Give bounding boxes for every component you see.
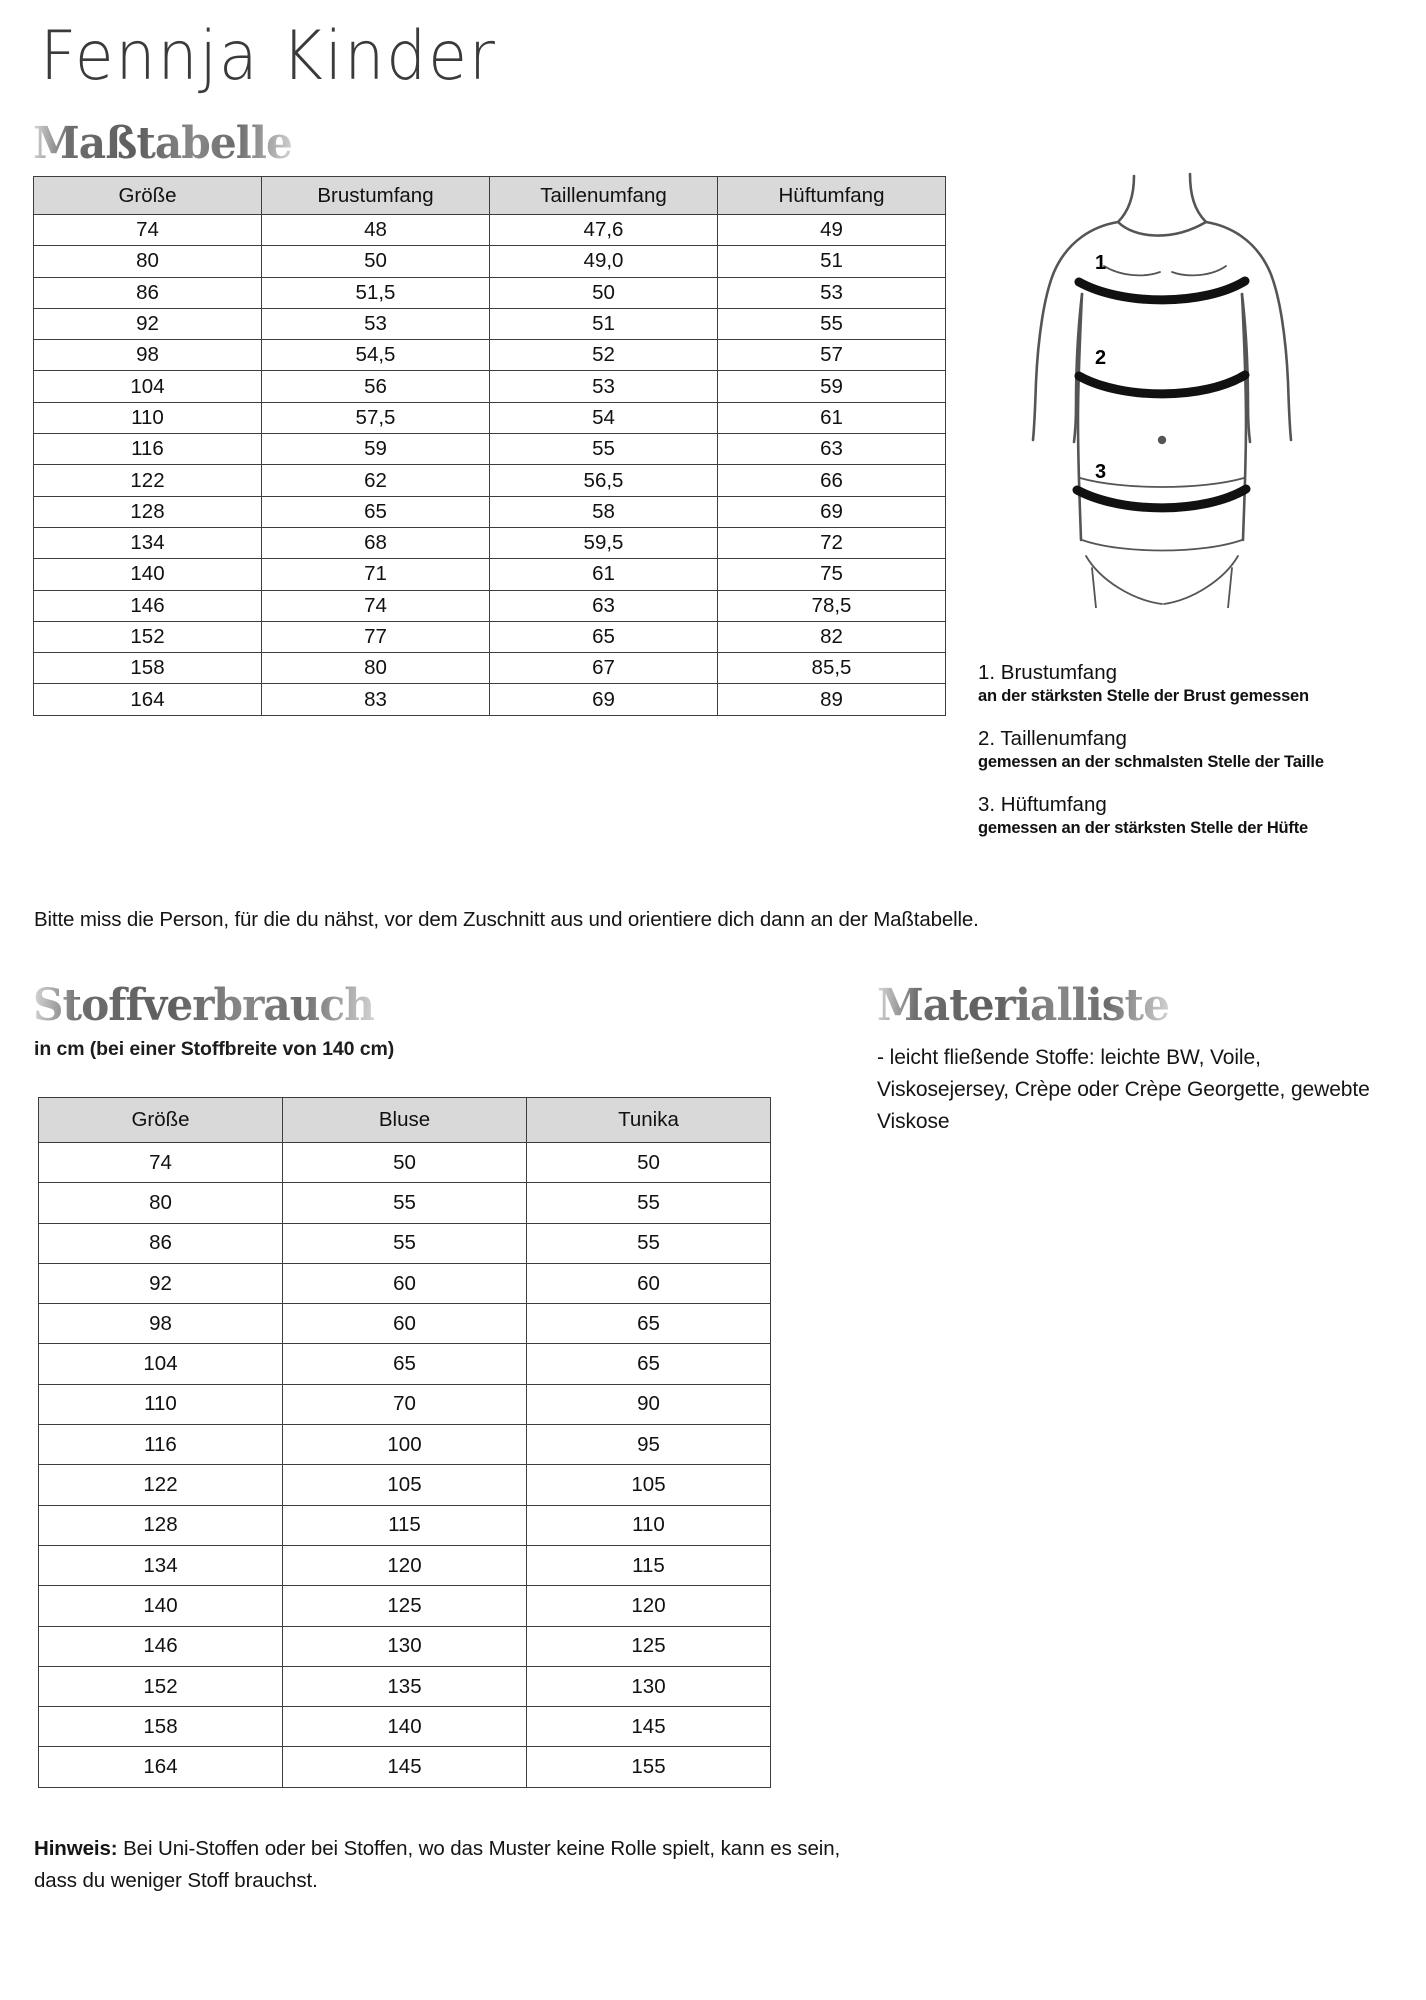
legend-title-3: 3. Hüftumfang	[978, 793, 1107, 817]
table-row	[39, 1666, 771, 1706]
cell-brustumfang: 74	[262, 590, 490, 621]
cell-taillenumfang: 58	[490, 496, 718, 527]
cell-brustumfang: 62	[262, 465, 490, 496]
cell-taillenumfang: 49,0	[490, 246, 718, 277]
hip-band	[1077, 489, 1246, 508]
brief-right	[1164, 556, 1238, 604]
cell-bluse: 135	[283, 1666, 527, 1706]
cell-tunika: 105	[527, 1465, 771, 1505]
cell-hueftumfang: 61	[718, 402, 946, 433]
brief-left	[1086, 556, 1162, 604]
navel-dot	[1158, 436, 1166, 444]
cell-hueftumfang: 75	[718, 559, 946, 590]
cell-bluse: 55	[283, 1183, 527, 1223]
cell-groesse: 140	[34, 559, 262, 590]
cell-bluse: 70	[283, 1384, 527, 1424]
legend-item-hueftumfang	[978, 792, 1398, 839]
cell-bluse: 65	[283, 1344, 527, 1384]
column-header-brustumfang: Brustumfang	[262, 177, 490, 215]
table-row	[39, 1143, 771, 1183]
table-row	[34, 277, 946, 308]
cell-brustumfang: 59	[262, 434, 490, 465]
cell-tunika: 60	[527, 1263, 771, 1303]
cell-hueftumfang: 89	[718, 684, 946, 715]
cell-hueftumfang: 82	[718, 621, 946, 652]
cell-hueftumfang: 55	[718, 308, 946, 339]
hinweis-note	[34, 1833, 874, 1897]
cell-bluse: 60	[283, 1304, 527, 1344]
legend-item-brustumfang	[978, 660, 1398, 707]
table-row	[39, 1747, 771, 1787]
column-header-bluse: Bluse	[283, 1098, 527, 1143]
hinweis-label: Hinweis:	[34, 1837, 118, 1860]
cell-groesse: 134	[39, 1545, 283, 1585]
table-row	[34, 434, 946, 465]
cell-bluse: 125	[283, 1586, 527, 1626]
table-row	[39, 1384, 771, 1424]
cell-tunika: 55	[527, 1183, 771, 1223]
cell-groesse: 92	[34, 308, 262, 339]
cell-brustumfang: 83	[262, 684, 490, 715]
cell-brustumfang: 53	[262, 308, 490, 339]
fabric-subtitle: in cm (bei einer Stoffbreite von 140 cm)	[34, 1038, 395, 1060]
table-row	[34, 590, 946, 621]
cell-groesse: 86	[34, 277, 262, 308]
cell-bluse: 115	[283, 1505, 527, 1545]
cell-hueftumfang: 63	[718, 434, 946, 465]
cell-tunika: 145	[527, 1707, 771, 1747]
cell-tunika: 110	[527, 1505, 771, 1545]
cell-tunika: 125	[527, 1626, 771, 1666]
cell-taillenumfang: 54	[490, 402, 718, 433]
cell-taillenumfang: 59,5	[490, 527, 718, 558]
hip-line	[1082, 540, 1242, 551]
cell-groesse: 86	[39, 1223, 283, 1263]
cell-groesse: 158	[39, 1707, 283, 1747]
cell-brustumfang: 54,5	[262, 340, 490, 371]
cell-groesse: 116	[39, 1425, 283, 1465]
cell-hueftumfang: 49	[718, 215, 946, 246]
table-row	[34, 402, 946, 433]
fabric-consumption-table	[38, 1097, 771, 1788]
cell-groesse: 98	[39, 1304, 283, 1344]
table-row	[34, 371, 946, 402]
cell-tunika: 65	[527, 1304, 771, 1344]
table-row	[34, 246, 946, 277]
band-label-1: 1	[1095, 252, 1107, 274]
column-header-hueftumfang: Hüftumfang	[718, 177, 946, 215]
cell-hueftumfang: 69	[718, 496, 946, 527]
leg-left	[1092, 568, 1096, 608]
cell-bluse: 130	[283, 1626, 527, 1666]
cell-taillenumfang: 69	[490, 684, 718, 715]
cell-hueftumfang: 72	[718, 527, 946, 558]
cell-hueftumfang: 57	[718, 340, 946, 371]
legend-desc-3: gemessen an der stärksten Stelle der Hüfte	[978, 818, 1308, 837]
cell-tunika: 55	[527, 1223, 771, 1263]
neck-left-line	[1118, 176, 1134, 222]
cell-hueftumfang: 59	[718, 371, 946, 402]
band-label-2: 2	[1095, 347, 1107, 369]
cell-hueftumfang: 78,5	[718, 590, 946, 621]
measurements-heading: Maßtabelle	[33, 118, 292, 169]
cell-hueftumfang: 53	[718, 277, 946, 308]
cell-groesse: 80	[39, 1183, 283, 1223]
cell-tunika: 95	[527, 1425, 771, 1465]
table-row	[39, 1223, 771, 1263]
table-row	[39, 1344, 771, 1384]
cell-taillenumfang: 51	[490, 308, 718, 339]
column-header-tunika: Tunika	[527, 1098, 771, 1143]
table-row	[34, 496, 946, 527]
table-row	[39, 1626, 771, 1666]
table-row	[34, 559, 946, 590]
table-row	[34, 621, 946, 652]
table-row	[39, 1263, 771, 1303]
table-row	[39, 1465, 771, 1505]
cell-taillenumfang: 65	[490, 621, 718, 652]
table-row	[34, 684, 946, 715]
cell-bluse: 105	[283, 1465, 527, 1505]
cell-taillenumfang: 61	[490, 559, 718, 590]
cell-hueftumfang: 51	[718, 246, 946, 277]
cell-groesse: 110	[34, 402, 262, 433]
cell-taillenumfang: 47,6	[490, 215, 718, 246]
cell-groesse: 152	[39, 1666, 283, 1706]
cell-brustumfang: 50	[262, 246, 490, 277]
cell-brustumfang: 51,5	[262, 277, 490, 308]
cell-groesse: 128	[39, 1505, 283, 1545]
materials-heading: Materialliste	[877, 980, 1170, 1031]
table-row	[34, 340, 946, 371]
cell-groesse: 104	[34, 371, 262, 402]
cell-groesse: 140	[39, 1586, 283, 1626]
chest-contour-right	[1172, 266, 1226, 275]
cell-bluse: 50	[283, 1143, 527, 1183]
cell-taillenumfang: 67	[490, 653, 718, 684]
cell-tunika: 90	[527, 1384, 771, 1424]
cell-brustumfang: 80	[262, 653, 490, 684]
cell-bluse: 145	[283, 1747, 527, 1787]
table-row	[39, 1707, 771, 1747]
table-row	[34, 308, 946, 339]
table-row	[34, 215, 946, 246]
measurement-legend	[978, 660, 1398, 839]
table-header-row	[39, 1098, 771, 1143]
table-row	[34, 465, 946, 496]
table-header-row	[34, 177, 946, 215]
cell-bluse: 100	[283, 1425, 527, 1465]
leg-right	[1228, 568, 1232, 608]
cell-bluse: 60	[283, 1263, 527, 1303]
table-row	[34, 527, 946, 558]
cell-bluse: 120	[283, 1545, 527, 1585]
cell-tunika: 120	[527, 1586, 771, 1626]
cell-tunika: 65	[527, 1344, 771, 1384]
table-row	[39, 1505, 771, 1545]
cell-taillenumfang: 55	[490, 434, 718, 465]
table-row	[39, 1545, 771, 1585]
cell-tunika: 115	[527, 1545, 771, 1585]
collar-curve	[1118, 222, 1206, 236]
torso-illustration-svg	[1022, 168, 1312, 608]
cell-groesse: 74	[39, 1143, 283, 1183]
cell-groesse: 164	[34, 684, 262, 715]
cell-taillenumfang: 50	[490, 277, 718, 308]
cell-hueftumfang: 66	[718, 465, 946, 496]
cell-groesse: 116	[34, 434, 262, 465]
cell-hueftumfang: 85,5	[718, 653, 946, 684]
body-measurement-diagram	[1022, 168, 1312, 608]
cell-groesse: 164	[39, 1747, 283, 1787]
measurements-table	[33, 176, 946, 716]
materials-text: - leicht fließende Stoffe: leichte BW, Voile, Viskosejersey, Crèpe oder Crèpe Georgette, gewebte Viskose	[877, 1046, 1370, 1133]
chest-contour-left	[1104, 266, 1160, 275]
chest-band	[1079, 281, 1245, 300]
cell-brustumfang: 77	[262, 621, 490, 652]
legend-title-2: 2. Taillenumfang	[978, 727, 1127, 751]
cell-groesse: 80	[34, 246, 262, 277]
cell-groesse: 146	[39, 1626, 283, 1666]
table-row	[39, 1425, 771, 1465]
cell-taillenumfang: 63	[490, 590, 718, 621]
cell-groesse: 122	[34, 465, 262, 496]
legend-desc-2: gemessen an der schmalsten Stelle der Taille	[978, 752, 1324, 771]
cell-groesse: 110	[39, 1384, 283, 1424]
cell-tunika: 155	[527, 1747, 771, 1787]
cell-groesse: 158	[34, 653, 262, 684]
cell-brustumfang: 65	[262, 496, 490, 527]
cell-brustumfang: 57,5	[262, 402, 490, 433]
cell-bluse: 140	[283, 1707, 527, 1747]
cell-groesse: 134	[34, 527, 262, 558]
cell-groesse: 92	[39, 1263, 283, 1303]
legend-item-taillenumfang	[978, 726, 1398, 773]
column-header-taillenumfang: Taillenumfang	[490, 177, 718, 215]
cell-taillenumfang: 56,5	[490, 465, 718, 496]
cell-taillenumfang: 52	[490, 340, 718, 371]
cell-brustumfang: 71	[262, 559, 490, 590]
legend-desc-1: an der stärksten Stelle der Brust gemessen	[978, 686, 1309, 705]
cell-groesse: 128	[34, 496, 262, 527]
cell-groesse: 98	[34, 340, 262, 371]
table-row	[39, 1586, 771, 1626]
cell-brustumfang: 48	[262, 215, 490, 246]
cell-tunika: 130	[527, 1666, 771, 1706]
hinweis-text: Bei Uni-Stoffen oder bei Stoffen, wo das Muster keine Rolle spielt, kann es sein, dass du weniger Stoff brauchst.	[34, 1837, 841, 1892]
cell-brustumfang: 68	[262, 527, 490, 558]
cell-groesse: 122	[39, 1465, 283, 1505]
measurement-note: Bitte miss die Person, für die du nähst, vor dem Zuschnitt aus und orientiere dich dann an der Maßtabelle.	[34, 908, 979, 931]
column-header-groesse: Größe	[39, 1098, 283, 1143]
neck-right-line	[1190, 174, 1206, 222]
cell-groesse: 146	[34, 590, 262, 621]
legend-title-1: 1. Brustumfang	[978, 661, 1118, 684]
table-row	[39, 1304, 771, 1344]
cell-tunika: 50	[527, 1143, 771, 1183]
waist-band	[1079, 375, 1245, 394]
cell-groesse: 74	[34, 215, 262, 246]
page-title: Fennja Kinder	[40, 17, 497, 96]
cell-taillenumfang: 53	[490, 371, 718, 402]
cell-groesse: 104	[39, 1344, 283, 1384]
fabric-heading: Stoffverbrauch	[33, 980, 375, 1031]
table-row	[34, 653, 946, 684]
cell-groesse: 152	[34, 621, 262, 652]
cell-bluse: 55	[283, 1223, 527, 1263]
column-header-groesse: Größe	[34, 177, 262, 215]
band-label-3: 3	[1095, 461, 1107, 483]
cell-brustumfang: 56	[262, 371, 490, 402]
table-row	[39, 1183, 771, 1223]
